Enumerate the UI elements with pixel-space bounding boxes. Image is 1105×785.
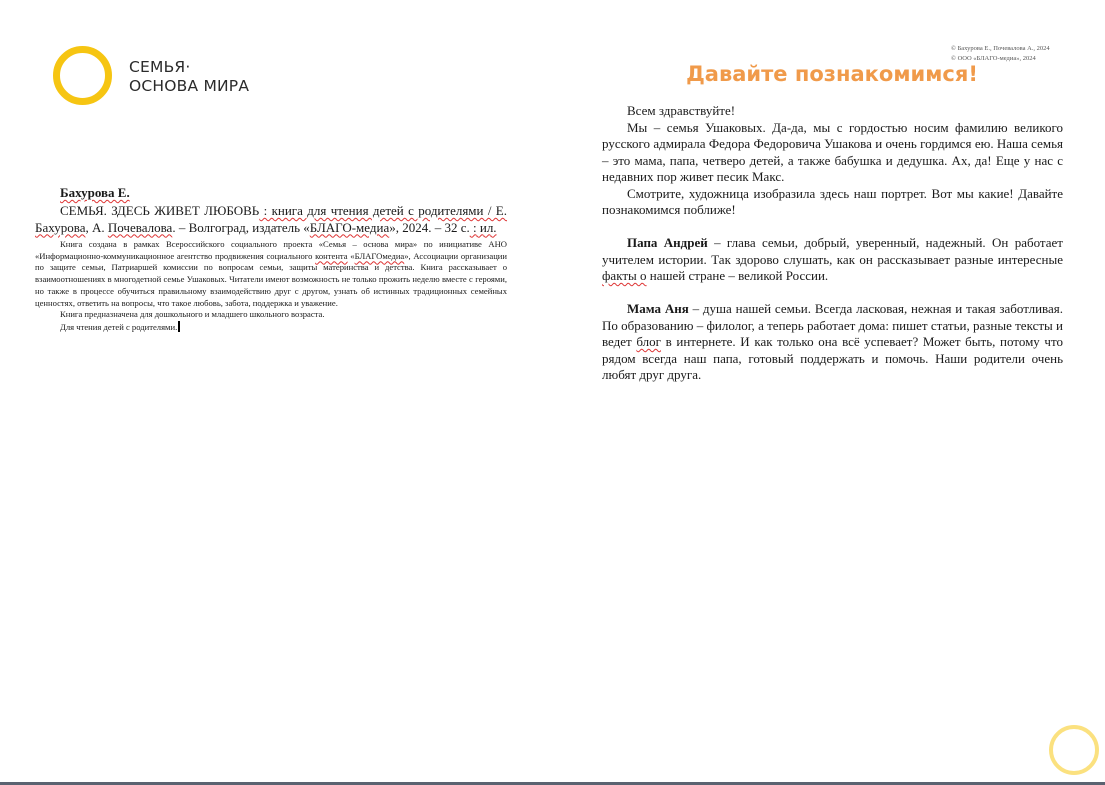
card-age-note[interactable]: Книга предназначена для дошкольного и младшего школьного возраста. xyxy=(60,309,325,320)
biblio-part: . – Волгоград, издатель « xyxy=(172,219,310,235)
annotation-part: Книга создана в рамках Всероссийского социального проекта «Семья – основа мира» по инициативе АНО «Информационно-коммуникационное агентство продвижения социального xyxy=(35,239,507,261)
reading-note-text: Для чтения детей с родителями. xyxy=(60,321,178,332)
annotation-part: « xyxy=(347,250,355,261)
annotation-part: контента xyxy=(315,250,348,261)
greeting-paragraph[interactable]: Всем здравствуйте! xyxy=(627,103,736,118)
story-text[interactable] xyxy=(602,103,1063,384)
biblio-part: , А. xyxy=(85,219,108,235)
biblio-part: : ил. xyxy=(469,219,497,235)
papa-text: – глава семьи, добрый, уверенный, надежный. Он работает учителем истории. Так здорово слушать, как он рассказывает разные интересные xyxy=(602,235,1063,267)
biblio-author-2: Почевалова xyxy=(107,219,173,235)
mama-paragraph[interactable] xyxy=(602,301,1063,384)
catalog-card[interactable] xyxy=(35,185,507,334)
logo-line-2: ОСНОВА МИРА xyxy=(129,77,250,95)
logo-text xyxy=(129,58,249,96)
card-author[interactable] xyxy=(35,185,507,201)
copyright-line-1: © Бахурова Е., Почевалова А., 2024 xyxy=(951,45,1050,52)
card-annotation[interactable] xyxy=(35,239,507,309)
annotation-part: », Ассоциации организации по защите семьи, Патриаршей комиссии по вопросам семьи, защиты материнства и детства. Книга рассказывает о взаимоотношениях в многодетной семье Ушаковых. Читатели имеют возможность не только прожить неделю вместе с героями, но также в процессе обучиться правильному взаимодействию друг с другом, узнать об истинных традиционных семейных ценностях, ответить на вопросы, что такое любовь, забота, поддержка и уважение. xyxy=(35,250,507,308)
author-text: Бахурова Е. xyxy=(60,185,130,200)
corner-ring-icon xyxy=(1049,725,1099,775)
biblio-author-1: Бахурова xyxy=(35,219,86,235)
copyright-line-2: © ООО «БЛАГО-медиа», 2024 xyxy=(951,55,1036,62)
logo-ring-icon xyxy=(53,46,112,105)
page-heading[interactable]: Давайте познакомимся! xyxy=(686,62,978,86)
copyright-notice xyxy=(951,44,1076,64)
logo-line-1: СЕМЬЯ· xyxy=(129,58,191,76)
biblio-publisher: БЛАГО-медиа xyxy=(309,219,390,235)
annotation-part: БЛАГОмедиа xyxy=(354,250,405,261)
biblio-title: СЕМЬЯ. ЗДЕСЬ ЖИВЕТ ЛЮБОВЬ xyxy=(60,203,260,218)
mama-name: Мама Аня xyxy=(627,301,689,316)
papa-text: нашей стране – великой России. xyxy=(646,268,829,283)
biblio-part: », 2024. – 32 с. xyxy=(389,219,470,235)
papa-paragraph[interactable] xyxy=(602,235,1063,285)
biblio-part: : книга для чтения детей с родителями / Е. xyxy=(259,203,508,218)
intro-paragraph[interactable]: Мы – семья Ушаковых. Да-да, мы с гордостью носим фамилию великого русского адмирала Федора Федоровича Ушакова и очень гордимся ею. Наша семья – это мама, папа, четверо детей, а также бабушка и дедушка. Ах, да! Еще у нас с недавних пор живет песик Макс. xyxy=(602,119,1063,184)
mama-text: в интернете. И как только она всё успевает? Может быть, потому что рядом всегда наш папа, готовый поддержать и помочь. Наши родители очень любят друг друга. xyxy=(602,334,1063,382)
mama-text: блог xyxy=(636,334,661,349)
card-reading-note[interactable] xyxy=(35,321,507,334)
papa-text: факты о xyxy=(602,268,647,283)
mama-text: – душа нашей семьи. Всегда ласковая, нежная и такая заботливая. По образованию – филолог, а теперь работает дома: пишет статьи, разные тексты и ведет xyxy=(602,301,1063,349)
card-bibliographic-entry[interactable] xyxy=(35,203,507,236)
papa-name: Папа Андрей xyxy=(627,235,708,250)
text-cursor xyxy=(178,321,180,332)
portrait-paragraph[interactable]: Смотрите, художница изобразила здесь наш портрет. Вот мы какие! Давайте познакомимся поближе! xyxy=(602,185,1063,217)
